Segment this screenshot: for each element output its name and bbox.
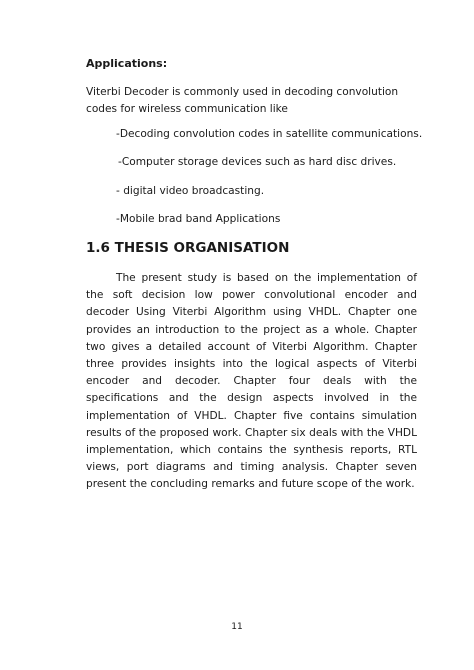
page-number: 11 xyxy=(231,622,243,632)
applications-intro: Viterbi Decoder is commonly used in decoding convolution codes for wireless communication like xyxy=(86,86,399,115)
section-title: 1.6 THESIS ORGANISATION xyxy=(86,240,290,256)
application-item: - digital video broadcasting. xyxy=(116,185,265,197)
application-item: -Computer storage devices such as hard disc drives. xyxy=(118,156,397,168)
application-item: -Decoding convolution codes in satellite communications. xyxy=(116,128,423,140)
application-item: -Mobile brad band Applications xyxy=(116,213,281,225)
applications-heading: Applications: xyxy=(86,57,168,70)
section-paragraph: The present study is based on the implementation of the soft decision low power convolutional encoder and decoder Using Viterbi Algorithm using VHDL. Chapter one provides an introduction to the project as a whole. Chapter two gives a detailed account of Viterbi Algorithm. Chapter three provides insights into the logical aspects of Viterbi encoder and decoder. Chapter four deals with the specifications and the design aspects involved in the implementation of VHDL. Chapter five contains simulation results of the proposed work. Chapter six deals with the VHDL implementation, which contains the synthesis reports, RTL views, port diagrams and timing analysis. Chapter seven present the concluding remarks and future scope of the work. xyxy=(86,272,417,491)
